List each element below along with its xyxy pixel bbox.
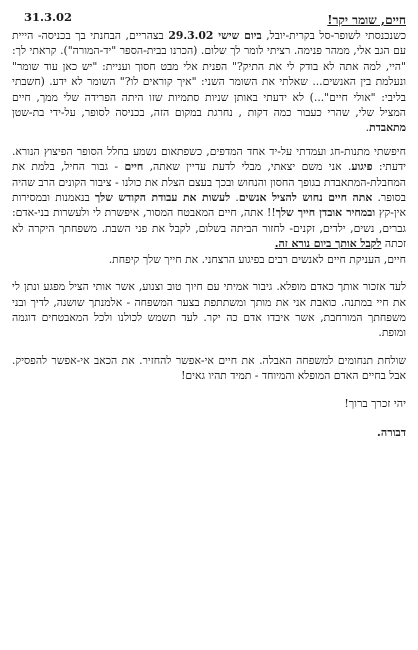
emphasis-text: ביום שישי 29.3.02 — [168, 29, 262, 42]
emphasis-text: מתאבדת — [369, 121, 406, 135]
salutation-text: חיים, שומר יקר! — [327, 13, 406, 27]
text-run: חיפשתי מתנות-חג ועמדתי על-יד אחד המדפים, כשפתאום נשמע בחלל הסופר הפיצוץ הנורא. ידעתי: — [12, 144, 407, 174]
text-run: . — [365, 121, 370, 135]
letter-date: 31.3.02 — [24, 10, 73, 24]
closing-line: יהי זכרך ברוך! — [344, 396, 406, 410]
paragraph-1 — [12, 28, 406, 136]
emphasis-text: ובמחיר אובדן חייך שלך — [275, 206, 376, 220]
paragraph-5: שולחת תנחומים למשפחה האבלה. את חיים אי-אפשר להחזיר. את הכאב אי-אפשר להפסיק. אבל בחיים האדם המופלא והמיוחד - תמיד תהיו גאים! — [12, 353, 406, 383]
text-run: כשנכנסתי לשופר-סל בקרית-יובל, — [261, 29, 406, 42]
emphasis-text: אתה חיים נחוש להציל אנשים — [238, 191, 373, 205]
text-run: לעד אזכור אותך כאדם מופלא. גיבור אמיתי עם חיוך טוב וצנוע, אשר אותי הציל מפגע ונתן לי את חיי במתנה. כואבת אני את מותך ומשתתפת בצער המשפחה - אלמנתך שושנה, לדיך ובני משפחתך המורחבת, אשר איבדו אדם כה יקר. לעד תשמש לכולנו ולכל המאבטחים דוגמה ומופת. — [12, 280, 406, 340]
paragraph-4 — [12, 279, 406, 341]
emphasis-text: פיגוע — [351, 160, 373, 174]
text-run: - גבור החיל, בלמת את המחבלת-המתאבדת בגופך החסון והנחוש ובכך בעצם הצלת את כולנו - ציבור הקונים הרב שהיה בסופר. — [12, 160, 406, 205]
text-run: . אני משם יצאתי, מבלי לדעת עדיין שאתה, — [143, 160, 352, 174]
text-run: בנאמנות ובמסירות אין-קץ — [12, 191, 406, 220]
emphasis-text: לעשות את עבודת הקודש שלך — [94, 191, 231, 205]
text-run: בצהריים, הבחנתי בך בכניסה- הייית עם הגב אלי, ממהר פנימה. רציתי לומר לך שלום. (הכרנו בבית-הספר "יד-המורה"). קראתי לך: "היי, למה אתה לא בודק לי את התיק?" הפנית אלי מבט חסוך ועניית: "יש כאן עוד שומר" ונעלמת בין האנשים... שאלתי את השומר השני: "איך קוראים לו?" השומר לא ידע. (חשבתי בליבי: "אולי חיים"...) לא ידעתי באותן שניות סתמיות שזו היתה הפרידה שלי ממך, חיים המציל שלי, שהרי כעבור כמה דקות , נחרגת במקום הזה, בכניסה לסופר, על-ידי בת-שטן — [12, 29, 406, 120]
text-run: . — [230, 191, 239, 205]
emphasis-text: חיים — [124, 160, 144, 174]
signature: דבורה. — [377, 425, 406, 439]
paragraph-3: חיים, העניקת חיים לאנשים רבים בפיגוע הרצחני. את חייך שלך קיפחת. — [108, 252, 406, 266]
text-run: !! אתה, חיים המאבטח המסור, איפשרת לי ולעשרות בני-אדם: גברים, נשים, ילדים, זקנים- לחזור הביתה בשלום, לקבל את פני השבת. משפחתך היקרה לא זכתה — [12, 206, 406, 251]
emphasis-text: לקבל אותך ביום נורא זה. — [274, 237, 382, 251]
paragraph-2 — [12, 144, 406, 252]
